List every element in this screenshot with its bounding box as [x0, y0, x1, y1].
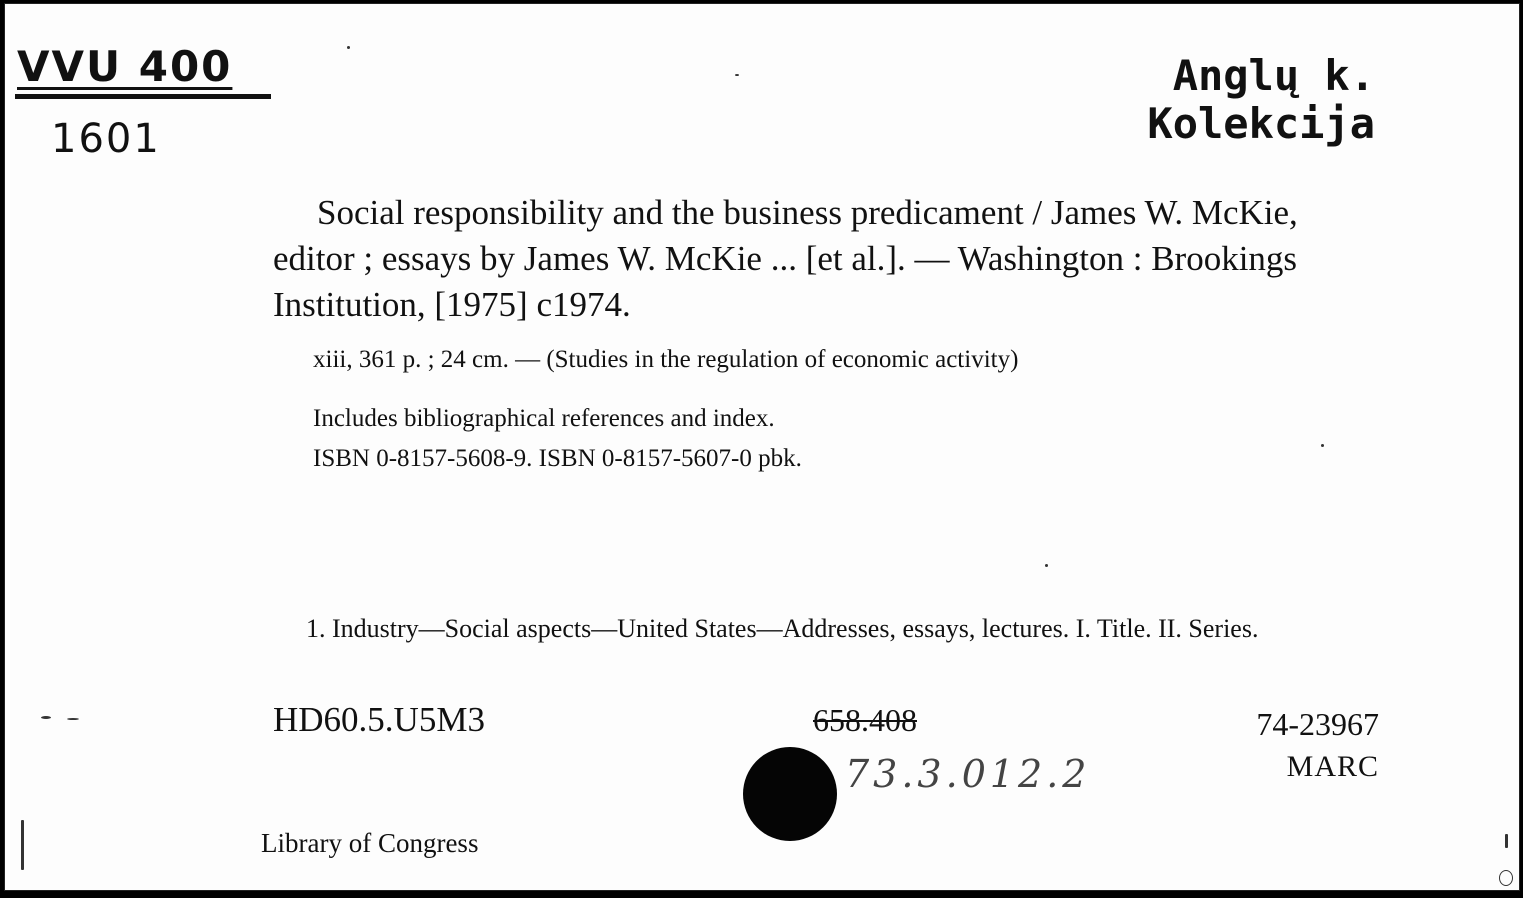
collection-line2: Kolekcija [1147, 99, 1375, 148]
bibliography-note: Includes bibliographical references and index. [313, 405, 775, 432]
speck [67, 718, 79, 720]
shelfmark-line1: VVU 400 [17, 42, 233, 91]
tracings [260, 610, 1384, 648]
shelfmark-rule [15, 94, 271, 99]
marc-label: MARC [1286, 750, 1379, 783]
dewey-handwritten: 73.3.012.2 [845, 752, 1091, 796]
title-statement [273, 190, 1385, 328]
speck [347, 46, 350, 49]
lc-call-number: HD60.5.U5M3 [273, 700, 485, 739]
isbn-note: ISBN 0-8157-5608-9. ISBN 0-8157-5607-0 pbk. [313, 445, 802, 472]
shelfmark-line2: 1601 [51, 116, 161, 162]
speck [1499, 870, 1513, 886]
library-name: Library of Congress [261, 828, 479, 858]
speck [735, 74, 739, 76]
collection-stamp [1147, 52, 1375, 148]
collation: xiii, 361 p. ; 24 cm. — (Studies in the regulation of economic activity) [313, 346, 1019, 373]
notes [313, 399, 802, 479]
speck [1321, 444, 1324, 447]
catalog-card [4, 3, 1520, 891]
tracings-text: 1. Industry—Social aspects—United States—Addresses, essays, lectures. I. Title. II. Series. [306, 614, 1259, 643]
collection-line1: Anglų k. [1172, 51, 1375, 100]
speck [21, 820, 24, 870]
speck [1045, 564, 1048, 567]
speck [41, 716, 51, 719]
lccn: 74-23967 [1256, 706, 1379, 742]
title-statement-text: Social responsibility and the business predicament / James W. McKie, editor ; essays by James W. McKie ... [et al.]. — Washington : Brookings Institution, [1975] c1974. [273, 193, 1298, 324]
punch-hole [743, 747, 837, 841]
dewey-struck: 658.408 [813, 702, 917, 738]
speck [1505, 834, 1508, 848]
